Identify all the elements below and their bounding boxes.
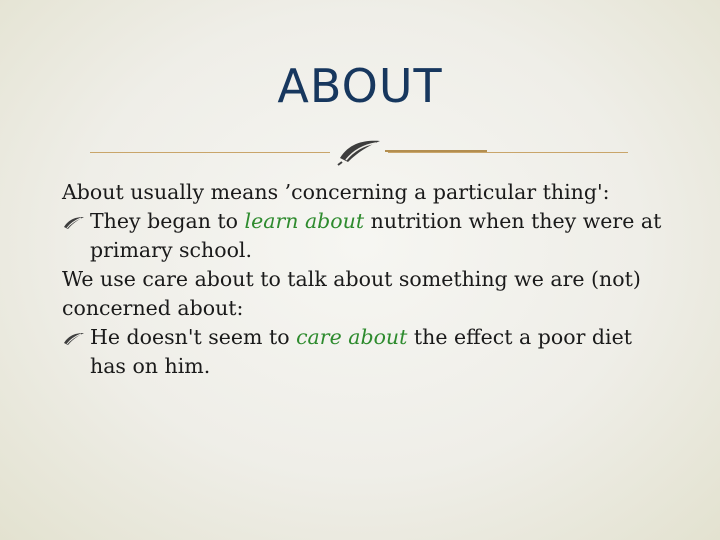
bullet-1-text-after: nutrition when they were at primary school. <box>90 209 662 262</box>
bullet-example-care <box>62 323 672 381</box>
title-rule-accent <box>385 150 487 152</box>
quill-bullet-icon <box>63 332 85 346</box>
quill-divider-icon <box>336 138 386 166</box>
quill-bullet-icon <box>63 216 85 230</box>
bullet-2-text-after: the effect a poor diet has on him. <box>90 325 632 378</box>
title-rule-right <box>388 152 628 153</box>
bullet-1-text-before: They began to <box>90 209 245 233</box>
bullet-2-highlight: care about <box>296 325 408 349</box>
bullet-example-learn <box>62 207 672 265</box>
title-rule-left <box>90 152 330 153</box>
bullet-1-highlight: learn about <box>244 209 365 233</box>
slide-body <box>62 178 672 381</box>
paragraph-care-about: We use care about to talk about something we are (not) concerned about: <box>62 267 641 320</box>
paragraph-concerning: About usually means ’concerning a particular thing': <box>62 180 610 204</box>
slide-title: ABOUT <box>277 59 443 113</box>
bullet-2-text-before: He doesn't seem to <box>90 325 297 349</box>
